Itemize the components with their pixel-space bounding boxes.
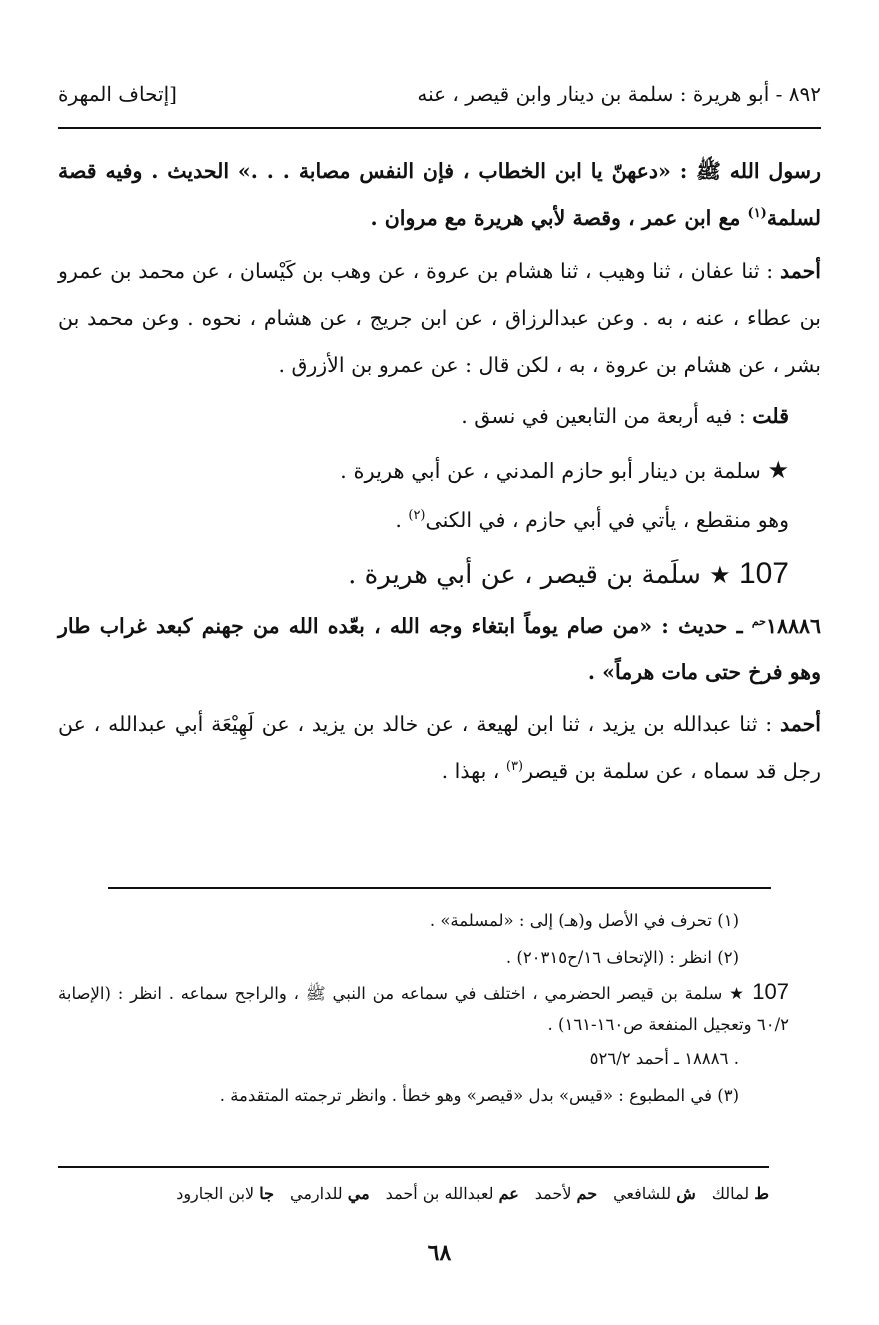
star-icon: ★ <box>767 456 789 484</box>
p1-line1: رسول الله ﷺ : «دعهنّ يا ابن الخطاب ، فإن النفس مصابة . . .» الحديث . وفيه <box>105 159 821 183</box>
main-text <box>58 148 821 795</box>
header-rule <box>58 127 821 129</box>
hadith-number: ١٨٨٨٦ <box>765 614 822 638</box>
page-number: ٦٨ <box>427 1240 452 1266</box>
hadith-label: ـ حديث : <box>652 614 752 638</box>
abbr-item: ش للشافعي <box>613 1184 696 1203</box>
source-label-ahmad: أحمد <box>780 712 821 736</box>
footnote-record-text: سلمة بن قيصر الحضرمي ، اختلف في سماعه من النبي ﷺ ، والراجح سماعه . انظر : (الإصابة ٦٠/٢ وتعجيل المنفعة ص١٦٠-١٦١) . <box>58 984 789 1034</box>
hadith-entry <box>58 603 821 695</box>
hadith-text: «من صام يوماً ابتغاء وجه الله ، بعّده الله من جهنم كبعد غراب طار وهو فرخ حتى مات هرماً» . <box>58 614 821 684</box>
footnote-ref-2: (٢) <box>408 508 426 524</box>
abbr-item: عم لعبدالله بن أحمد <box>385 1184 519 1203</box>
hadith-siglum: حم <box>751 615 766 629</box>
footnote-hadith-ref: . ١٨٨٨٦ ـ أحمد ٥٢٦/٢ <box>589 1049 739 1068</box>
paragraph-isnad-ahmad-2: أحمد : ثنا عبدالله بن يزيد ، ثنا ابن لهيعة ، عن خالد بن يزيد ، عن لَهِيْعَة أبي عبدالله ، عن رجل قد سماه ، عن سلمة بن قيصر$^{(٣)}$ ، بهذا . <box>58 712 821 783</box>
paragraph-hadith-continuation <box>58 148 821 242</box>
footnote-3: (٣) في المطبوع : «قيس» بدل «قيصر» وهو خطأ . وانظر ترجمته المتقدمة . <box>219 1086 739 1105</box>
source-label-ahmad: أحمد <box>780 259 821 283</box>
abbr-item: مي للدارمي <box>290 1184 370 1203</box>
p1-line2-rest: مع ابن عمر ، وقصة لأبي هريرة مع مروان . <box>370 206 748 230</box>
isnad-text: : ثنا عبدالله بن يزيد ، ثنا ابن لهيعة ، عن خالد بن يزيد ، عن لَهِيْعَة أبي عبدالله ، عن رجل قد سماه ، عن سلمة بن قيصر <box>58 712 821 783</box>
running-title: ٨٩٢ - أبو هريرة : سلمة بن دينار وابن قيصر ، عنه <box>417 82 821 106</box>
abbr-item: ط لمالك <box>711 1184 769 1203</box>
footnote-rule <box>108 887 771 889</box>
paragraph-isnad-ahmad <box>58 248 821 389</box>
running-header <box>58 82 821 114</box>
book-title: [إتحاف المهرة <box>58 82 177 106</box>
record-note: وهو منقطع ، يأتي في أبي حازم ، في الكنى$^{(٢)}$ . <box>395 508 789 532</box>
footnote-1: (١) تحرف في الأصل و(هـ) إلى : «لمسلمة» . <box>429 911 739 930</box>
star-icon: ★ <box>709 561 731 589</box>
footnote-ref-1: (١) <box>747 206 767 222</box>
footnote-ref-3: (٣) <box>505 759 524 775</box>
record-number: 107 <box>752 979 790 1004</box>
record-salama-ibn-qaysar <box>58 546 821 603</box>
comment-text: : فيه أربعة من التابعين في نسق . <box>461 404 753 428</box>
footnote-2: (٢) انظر : (الإتحاف ١٦/ح٢٠٣١٥) . <box>505 948 739 967</box>
record-note-text: وهو منقطع ، يأتي في أبي حازم ، في الكنى <box>425 508 789 532</box>
p1-line2: قصة لسلمة <box>58 159 821 230</box>
footnotes <box>58 902 790 1114</box>
footnote-record-107 <box>58 976 821 1040</box>
abbr-item: جا لابن الجارود <box>176 1184 275 1203</box>
abbreviations-rule <box>58 1166 769 1168</box>
abbr-item: حم لأحمد <box>534 1184 598 1203</box>
isnad-text: : ثنا عفان ، ثنا وهيب ، ثنا هشام بن عروة ، عن وهب بن كَيْسان ، عن محمد بن عمرو بن عطاء ، عنه ، به . وعن عبدالرزاق ، عن ابن جريج ، عن هشام ، نحوه . وعن محمد بن بشر ، عن هشام بن عروة ، به ، لكن قال : عن عمرو بن الأزرق . <box>58 259 821 377</box>
record-number: 107 <box>738 557 789 590</box>
star-icon: ★ <box>729 984 746 1003</box>
comment-label: قلت <box>752 404 789 428</box>
record-title: سلمة بن دينار أبو حازم المدني ، عن أبي هريرة . <box>340 459 768 483</box>
abbreviations-key <box>58 1184 769 1203</box>
record-title: سلَمة بن قيصر ، عن أبي هريرة . <box>348 560 710 590</box>
record-salama-ibn-dinar <box>58 444 821 497</box>
paragraph-comment <box>58 393 821 440</box>
